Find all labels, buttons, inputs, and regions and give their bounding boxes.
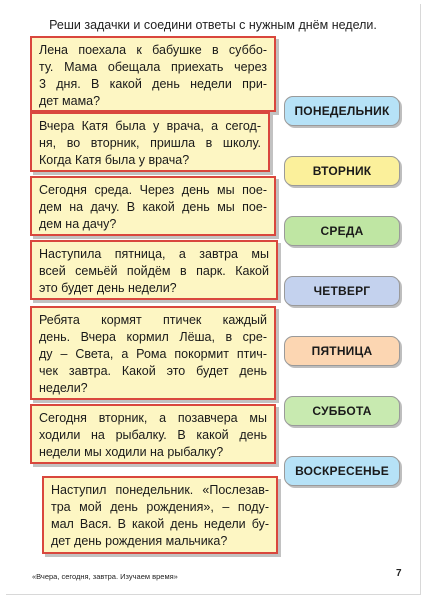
task-line: Наступил понедельник. «Послезав- [51, 483, 269, 497]
task-line: дет день рождения мальчика? [51, 534, 228, 548]
task-line: день. Вчера кормил Лёша, в сре- [39, 330, 267, 344]
task-card-5 [30, 306, 276, 400]
day-pill-saturday[interactable]: СУББОТА [284, 396, 400, 426]
task-line: тра мой день рождения», – поду- [51, 500, 269, 514]
page-number: 7 [396, 568, 402, 579]
task-line: Ребята кормят птичек каждый [39, 313, 267, 327]
task-line: ту. Мама обещала приехать через [39, 60, 267, 74]
task-card-3 [30, 176, 276, 236]
task-line: дет мама? [39, 94, 101, 108]
book-title: «Вчера, сегодня, завтра. Изучаем время» [32, 572, 178, 581]
day-pill-monday[interactable]: ПОНЕДЕЛЬНИК [284, 96, 400, 126]
task-card-2 [30, 112, 270, 172]
instruction-text: Реши задачки и соедини ответы с нужным днём недели. [49, 18, 377, 32]
task-card-6 [30, 404, 276, 464]
task-line: ду – Света, а Рома покормит птич- [39, 347, 267, 361]
task-line: Лена поехала к бабушке в суббо- [39, 43, 267, 57]
task-card-4 [30, 240, 278, 300]
task-line: ходили на рыбалку. В какой день [39, 428, 267, 442]
task-line: чек завтра. Какой это будет день [39, 364, 267, 378]
day-pill-friday[interactable]: ПЯТНИЦА [284, 336, 400, 366]
task-line: Сегодня среда. Через день мы пое- [39, 183, 267, 197]
task-line: дем на дачу. В какой день мы пое- [39, 200, 267, 214]
task-line: недели? [39, 381, 88, 395]
task-line: мал Вася. В какой день недели бу- [51, 517, 269, 531]
day-pill-thursday[interactable]: ЧЕТВЕРГ [284, 276, 400, 306]
task-line: Когда Катя была у врача? [39, 153, 190, 167]
task-card-1 [30, 36, 276, 112]
day-pill-wednesday[interactable]: СРЕДА [284, 216, 400, 246]
task-line: дем на дачу? [39, 217, 117, 231]
task-line: это будет день недели? [39, 281, 177, 295]
task-line: недели мы ходили на рыбалку? [39, 445, 224, 459]
day-pill-sunday[interactable]: ВОСКРЕСЕНЬЕ [284, 456, 400, 486]
day-pill-tuesday[interactable]: ВТОРНИК [284, 156, 400, 186]
worksheet-page [6, 4, 421, 595]
task-line: Вчера Катя была у врача, а сегод- [39, 119, 261, 133]
task-line: Сегодня вторник, а позавчера мы [39, 411, 267, 425]
task-line: всей семьёй пойдём в парк. Какой [39, 264, 269, 278]
task-line: 3 дня. В какой день недели при- [39, 77, 267, 91]
task-line: ня, во вторник, пришла в школу. [39, 136, 261, 150]
task-line: Наступила пятница, а завтра мы [39, 247, 269, 261]
task-card-7 [42, 476, 278, 554]
